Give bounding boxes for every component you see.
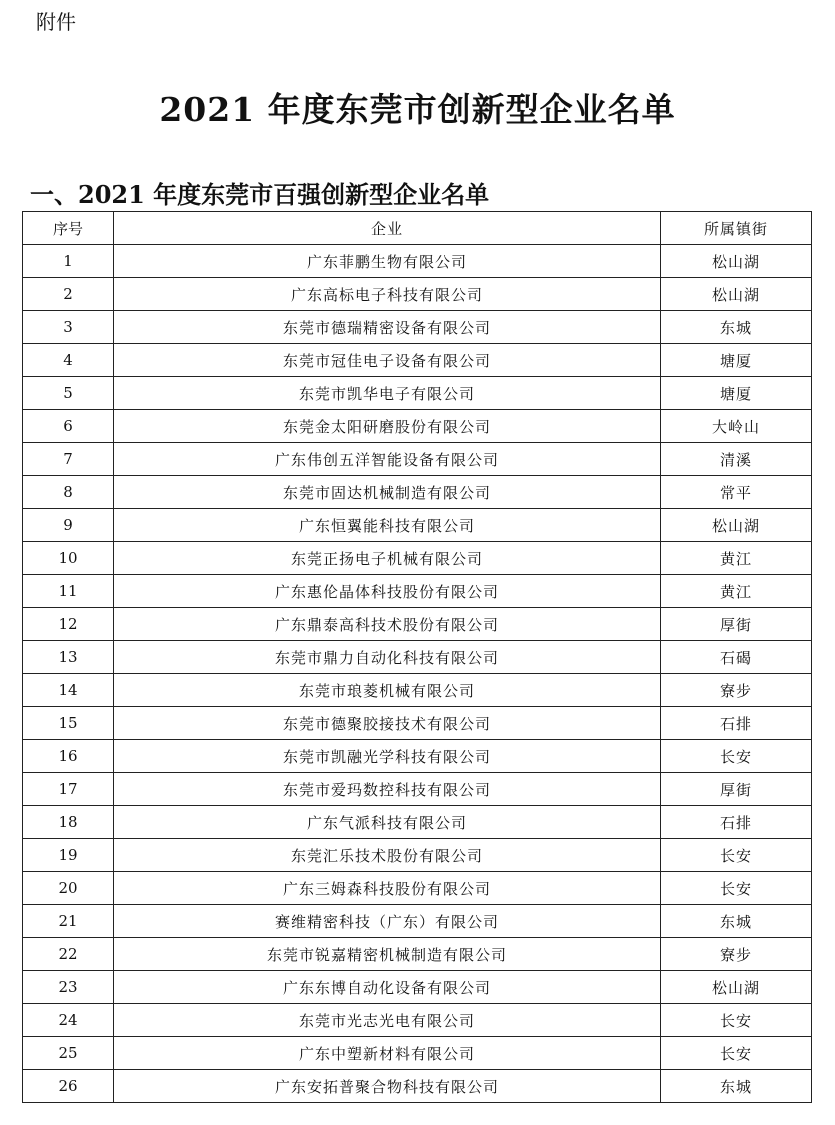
row-number-cell: 17 (23, 773, 114, 806)
enterprise-name-cell: 东莞市光志光电有限公司 (114, 1004, 661, 1037)
row-number-cell: 18 (23, 806, 114, 839)
row-number-cell: 21 (23, 905, 114, 938)
enterprise-name-cell: 广东伟创五洋智能设备有限公司 (114, 443, 661, 476)
row-number-cell: 26 (23, 1070, 114, 1103)
enterprise-name-cell: 东莞市琅菱机械有限公司 (114, 674, 661, 707)
table-row (23, 707, 812, 740)
table-row (23, 1004, 812, 1037)
enterprise-name-cell: 广东惠伦晶体科技股份有限公司 (114, 575, 661, 608)
row-number-cell: 24 (23, 1004, 114, 1037)
enterprise-name-cell: 广东鼎泰高科技术股份有限公司 (114, 608, 661, 641)
table-row (23, 278, 812, 311)
enterprise-name-cell: 东莞市锐嘉精密机械制造有限公司 (114, 938, 661, 971)
table-row (23, 443, 812, 476)
table-row (23, 476, 812, 509)
row-number-cell: 19 (23, 839, 114, 872)
enterprise-name-cell: 东莞市凯华电子有限公司 (114, 377, 661, 410)
row-number-cell: 4 (23, 344, 114, 377)
row-number-cell: 7 (23, 443, 114, 476)
column-header-town: 所属镇街 (661, 212, 812, 245)
town-cell: 长安 (661, 872, 812, 905)
town-cell: 石排 (661, 806, 812, 839)
table-row (23, 509, 812, 542)
table-row (23, 608, 812, 641)
town-cell: 寮步 (661, 674, 812, 707)
row-number-cell: 11 (23, 575, 114, 608)
enterprise-table (22, 211, 812, 1103)
enterprise-name-cell: 广东安拓普聚合物科技有限公司 (114, 1070, 661, 1103)
enterprise-name-cell: 赛维精密科技（广东）有限公司 (114, 905, 661, 938)
town-cell: 松山湖 (661, 278, 812, 311)
enterprise-name-cell: 东莞市德瑞精密设备有限公司 (114, 311, 661, 344)
table-row (23, 1070, 812, 1103)
town-cell: 寮步 (661, 938, 812, 971)
town-cell: 塘厦 (661, 377, 812, 410)
town-cell: 黄江 (661, 575, 812, 608)
table-row (23, 311, 812, 344)
town-cell: 松山湖 (661, 245, 812, 278)
table-row (23, 806, 812, 839)
table-row (23, 1037, 812, 1070)
table-row (23, 410, 812, 443)
row-number-cell: 15 (23, 707, 114, 740)
town-cell: 东城 (661, 1070, 812, 1103)
table-row (23, 773, 812, 806)
table-row (23, 641, 812, 674)
page-title: 2021 年度东莞市创新型企业名单 (159, 90, 676, 129)
table-row (23, 674, 812, 707)
town-cell: 长安 (661, 1037, 812, 1070)
enterprise-name-cell: 东莞汇乐技术股份有限公司 (114, 839, 661, 872)
town-cell: 石碣 (661, 641, 812, 674)
enterprise-name-cell: 广东高标电子科技有限公司 (114, 278, 661, 311)
row-number-cell: 10 (23, 542, 114, 575)
town-cell: 松山湖 (661, 509, 812, 542)
enterprise-name-cell: 东莞市鼎力自动化科技有限公司 (114, 641, 661, 674)
table-row (23, 872, 812, 905)
table-row (23, 377, 812, 410)
table-row (23, 245, 812, 278)
enterprise-name-cell: 东莞金太阳研磨股份有限公司 (114, 410, 661, 443)
row-number-cell: 23 (23, 971, 114, 1004)
row-number-cell: 22 (23, 938, 114, 971)
town-cell: 东城 (661, 905, 812, 938)
town-cell: 东城 (661, 311, 812, 344)
row-number-cell: 16 (23, 740, 114, 773)
town-cell: 松山湖 (661, 971, 812, 1004)
enterprise-name-cell: 东莞正扬电子机械有限公司 (114, 542, 661, 575)
column-header-enterprise: 企业 (114, 212, 661, 245)
enterprise-name-cell: 广东恒翼能科技有限公司 (114, 509, 661, 542)
attachment-label: 附件 (36, 10, 76, 34)
town-cell: 黄江 (661, 542, 812, 575)
row-number-cell: 5 (23, 377, 114, 410)
row-number-cell: 12 (23, 608, 114, 641)
row-number-cell: 25 (23, 1037, 114, 1070)
row-number-cell: 6 (23, 410, 114, 443)
row-number-cell: 9 (23, 509, 114, 542)
town-cell: 长安 (661, 1004, 812, 1037)
enterprise-name-cell: 广东中塑新材料有限公司 (114, 1037, 661, 1070)
town-cell: 厚街 (661, 608, 812, 641)
row-number-cell: 1 (23, 245, 114, 278)
enterprise-name-cell: 广东菲鹏生物有限公司 (114, 245, 661, 278)
town-cell: 厚街 (661, 773, 812, 806)
table-row (23, 575, 812, 608)
enterprise-name-cell: 东莞市德聚胶接技术有限公司 (114, 707, 661, 740)
town-cell: 常平 (661, 476, 812, 509)
row-number-cell: 2 (23, 278, 114, 311)
enterprise-name-cell: 东莞市爱玛数控科技有限公司 (114, 773, 661, 806)
table-row (23, 971, 812, 1004)
table-row (23, 905, 812, 938)
table-row (23, 740, 812, 773)
row-number-cell: 8 (23, 476, 114, 509)
town-cell: 长安 (661, 839, 812, 872)
town-cell: 长安 (661, 740, 812, 773)
enterprise-name-cell: 东莞市冠佳电子设备有限公司 (114, 344, 661, 377)
enterprise-name-cell: 东莞市凯融光学科技有限公司 (114, 740, 661, 773)
table-row (23, 839, 812, 872)
enterprise-name-cell: 广东三姆森科技股份有限公司 (114, 872, 661, 905)
town-cell: 石排 (661, 707, 812, 740)
column-header-number: 序号 (23, 212, 114, 245)
table-header-row (23, 212, 812, 245)
table-row (23, 542, 812, 575)
row-number-cell: 20 (23, 872, 114, 905)
town-cell: 塘厦 (661, 344, 812, 377)
row-number-cell: 13 (23, 641, 114, 674)
row-number-cell: 3 (23, 311, 114, 344)
section-title: 一、2021 年度东莞市百强创新型企业名单 (30, 180, 490, 209)
table-row (23, 938, 812, 971)
enterprise-name-cell: 广东东博自动化设备有限公司 (114, 971, 661, 1004)
table-row (23, 344, 812, 377)
enterprise-name-cell: 东莞市固达机械制造有限公司 (114, 476, 661, 509)
row-number-cell: 14 (23, 674, 114, 707)
town-cell: 清溪 (661, 443, 812, 476)
town-cell: 大岭山 (661, 410, 812, 443)
enterprise-name-cell: 广东气派科技有限公司 (114, 806, 661, 839)
